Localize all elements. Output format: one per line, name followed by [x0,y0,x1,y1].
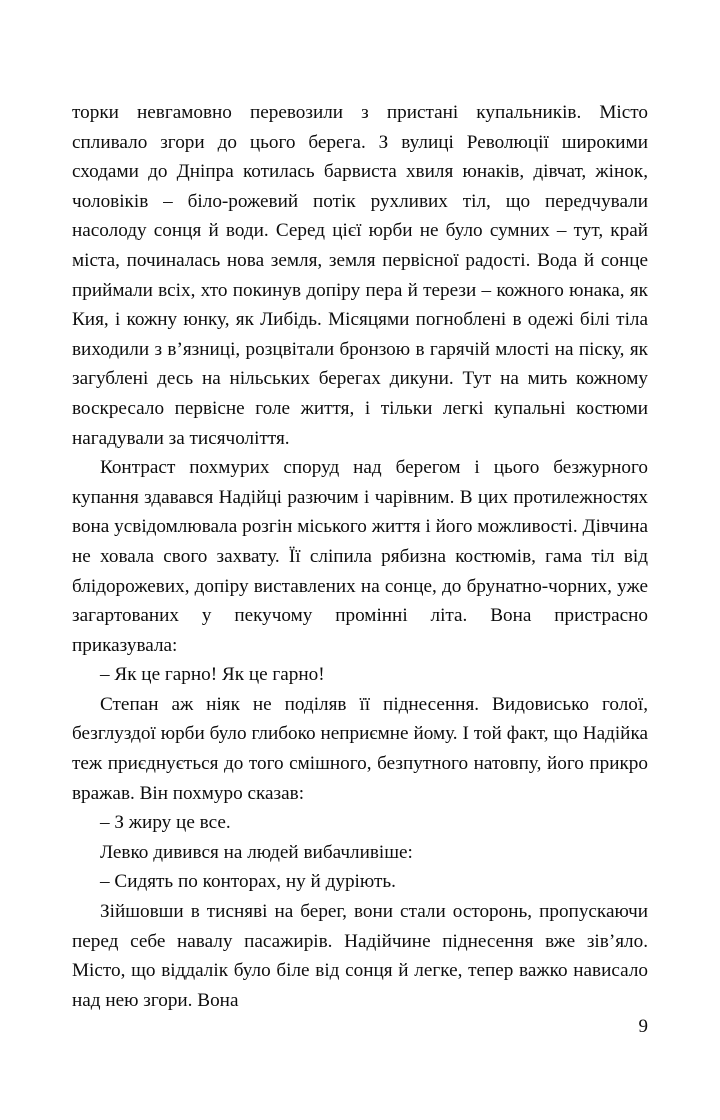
dialogue-line: – З жиру це все. [100,812,231,834]
dialogue-line: – Як це гарно! Як це гарно! [100,664,325,686]
dialogue-line: – Сидять по конторах, ну й дуріють. [100,871,396,893]
paragraph: Степан аж ніяк не поділяв її піднесення. Видовисько голої, безглуздої юрби було глибоко неприємне йому. І той факт, що Надійка теж приєднується до того смішного, безпутного натовпу, його прикро вражав. Він похмуро сказав: [72,693,648,804]
page-number: 9 [638,1016,648,1037]
paragraph: Контраст похмурих споруд над берегом і цього безжурного купання здавався Надійці разючим і чарівним. В цих протилежностях вона усвідомлювала розгін міського життя і його можливості. Дівчина не ховала свого захвату. Її сліпила рябизна костюмів, гама тіл від блідорожевих, допіру виставлених на сонце, до брунатно-чорних, уже загартованих у пекучому промінні літа. Вона пристрасно приказувала: [72,457,648,656]
paragraph: Левко дивився на людей вибачливіше: [100,841,413,863]
paragraph: Зійшовши в тисняві на берег, вони стали осторонь, пропускаючи перед себе навалу пасажирів. Надійчине піднесення вже зів’яло. Місто, що віддалік було біле від сонця й легке, тепер важко нависало над нею згори. Вона [72,901,648,1011]
paragraph: торки невгамовно перевозили з пристані купальників. Місто спливало згори до цього берега. З вулиці Революції широкими сходами до Дніпра котилась барвиста хвиля юнаків, дівчат, жінок, чоловіків – біло-рожевий потік рухливих тіл, що передчували насолоду сонця й води. Серед цієї юрби не було сумних – тут, край міста, починалась нова земля, земля первісної радості. Вода й сонце приймали всіх, хто покинув допіру пера й терези – кожного юнака, як Кия, і кожну юнку, як Либідь. Місяцями погноблені в одежі білі тіла виходили з в’язниці, розцвітали бронзою в гарячій млості на піску, як загублені десь на нільських берегах дикуни. Тут на мить кожному воскресало первісне голе життя, і тільки легкі купальні костюми нагадували за тисячоліття. [72,102,648,449]
page-body-text [72,98,648,1015]
